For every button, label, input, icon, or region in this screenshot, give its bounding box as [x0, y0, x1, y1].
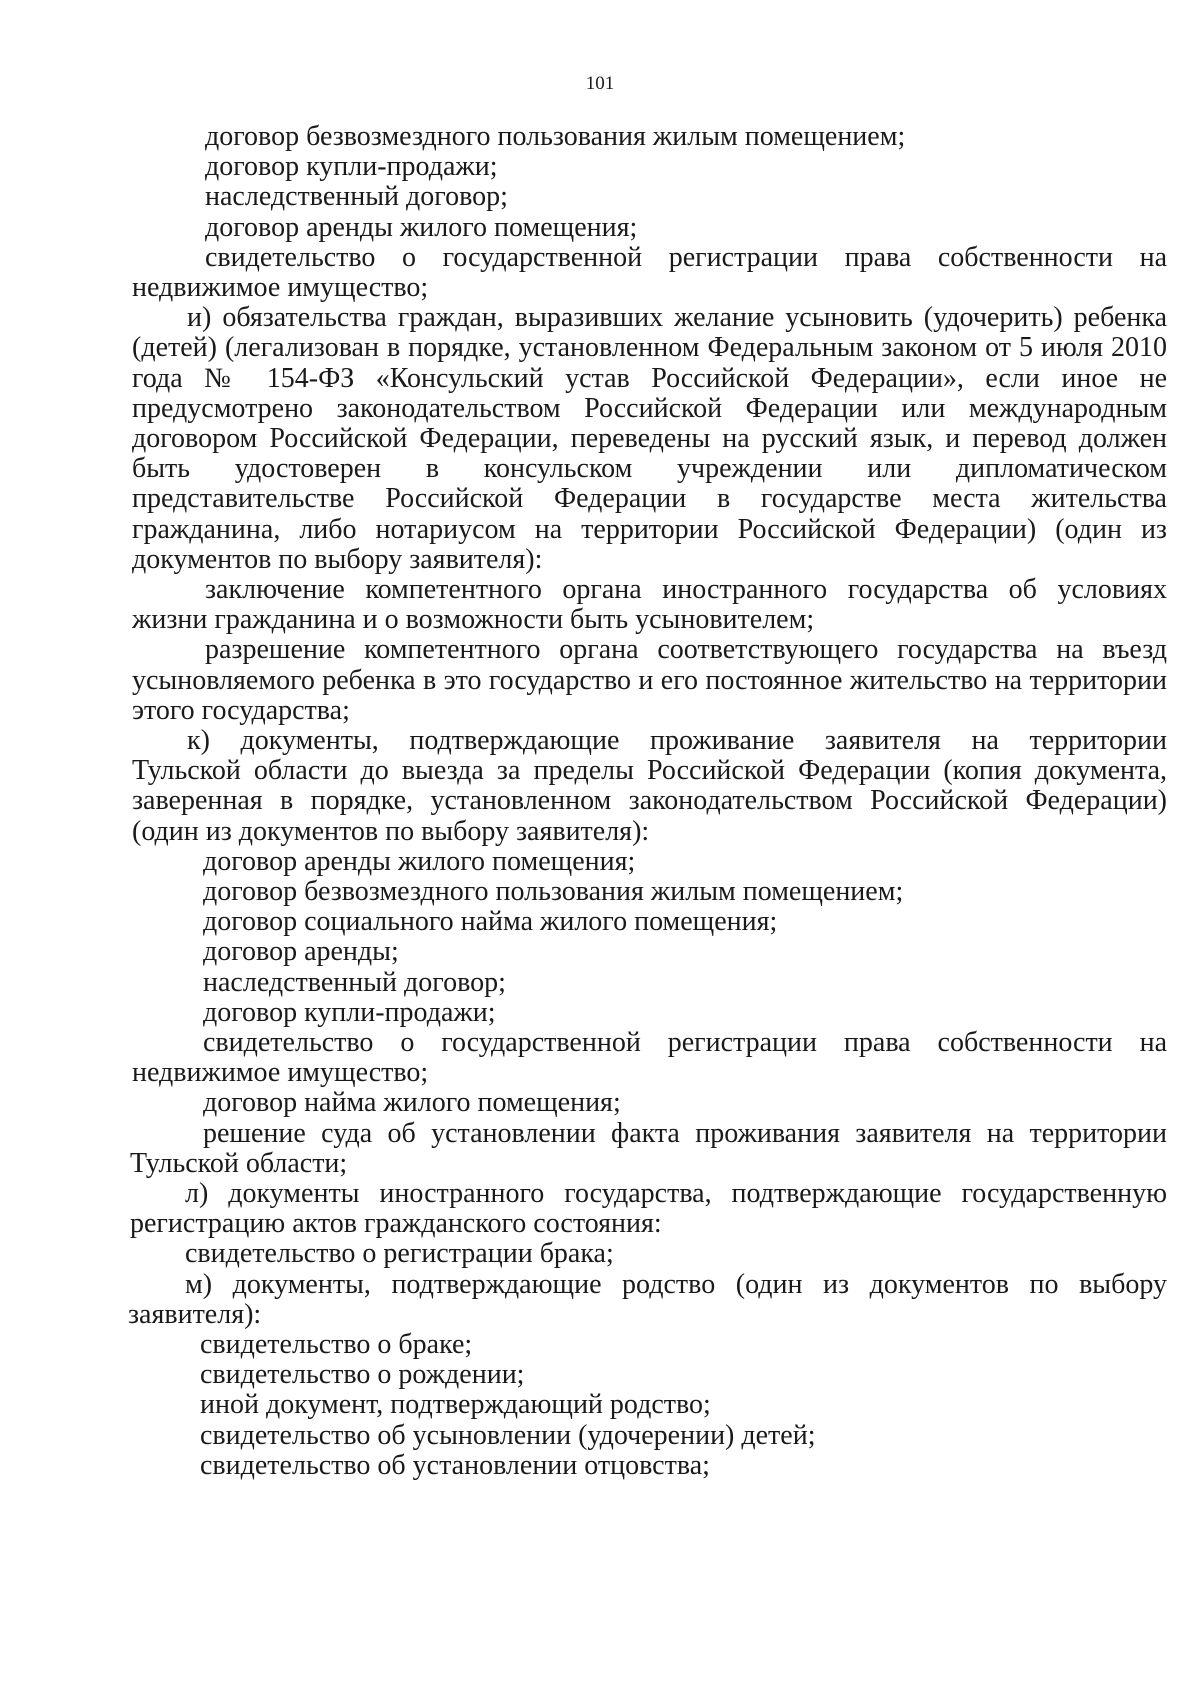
text-line: иной документ, подтверждающий родство;	[200, 1389, 711, 1420]
text-line: предусмотрено законодательством Российской Федерации или международным	[132, 393, 1167, 424]
text-line: недвижимое имущество;	[132, 272, 429, 303]
text-line: к) документы, подтверждающие проживание заявителя на территории	[187, 725, 1167, 756]
text-line: представительстве Российской Федерации в государстве места жительства	[132, 483, 1167, 514]
text-line: этого государства;	[132, 695, 350, 726]
text-line: недвижимое имущество;	[132, 1057, 429, 1088]
text-line: Тульской области;	[130, 1148, 348, 1179]
text-line: (один из документов по выбору заявителя):	[132, 816, 650, 847]
text-line: гражданина, либо нотариусом на территории Российской Федерации) (один из	[132, 514, 1167, 545]
text-line: л) документы иностранного государства, подтверждающие государственную	[185, 1178, 1167, 1209]
text-line: наследственный договор;	[203, 967, 506, 998]
text-line: разрешение компетентного органа соответствующего государства на въезд	[205, 634, 1167, 665]
text-line: договор купли-продажи;	[205, 151, 498, 182]
text-line: свидетельство о браке;	[200, 1329, 473, 1360]
text-line: м) документы, подтверждающие родство (один из документов по выбору	[185, 1269, 1167, 1300]
text-line: заверенная в порядке, установленном законодательством Российской Федерации)	[132, 785, 1167, 816]
text-line: договор купли-продажи;	[203, 997, 496, 1028]
text-line: свидетельство о государственной регистрации права собственности на	[203, 1027, 1167, 1058]
text-line: документов по выбору заявителя):	[132, 544, 543, 575]
text-line: договор безвозмездного пользования жилым помещением;	[203, 876, 904, 907]
text-line: договор безвозмездного пользования жилым помещением;	[205, 121, 905, 152]
text-line: заключение компетентного органа иностранного государства об условиях	[205, 574, 1167, 605]
text-line: договором Российской Федерации, переведены на русский язык, и перевод должен	[132, 423, 1167, 454]
text-line: и) обязательства граждан, выразивших желание усыновить (удочерить) ребенка	[187, 302, 1167, 333]
text-line: свидетельство о государственной регистрации права собственности на	[205, 242, 1167, 273]
text-line: года № 154-ФЗ «Консульский устав Российской Федерации», если иное не	[132, 363, 1167, 394]
text-line: регистрацию актов гражданского состояния:	[130, 1208, 662, 1239]
text-line: заявителя):	[128, 1299, 262, 1330]
text-line: жизни гражданина и о возможности быть усыновителем;	[132, 604, 815, 635]
text-line: договор аренды;	[203, 936, 399, 967]
text-line: договор аренды жилого помещения;	[205, 212, 638, 243]
text-line: договор социального найма жилого помещения;	[203, 906, 778, 937]
text-line: свидетельство об установлении отцовства;	[200, 1450, 710, 1481]
text-line: (детей) (легализован в порядке, установленном Федеральным законом от 5 июля 2010	[132, 332, 1167, 363]
text-line: решение суда об установлении факта проживания заявителя на территории	[203, 1118, 1167, 1149]
text-line: Тульской области до выезда за пределы Российской Федерации (копия документа,	[132, 755, 1167, 786]
text-line: свидетельство о регистрации брака;	[185, 1238, 614, 1269]
text-line: свидетельство о рождении;	[200, 1359, 525, 1390]
page-number: 101	[585, 73, 615, 94]
text-line: договор аренды жилого помещения;	[203, 846, 636, 877]
text-line: усыновляемого ребенка в это государство и его постоянное жительство на территории	[132, 665, 1167, 696]
text-line: договор найма жилого помещения;	[203, 1087, 621, 1118]
text-line: свидетельство об усыновлении (удочерении) детей;	[200, 1420, 816, 1451]
text-line: быть удостоверен в консульском учреждении или дипломатическом	[132, 453, 1167, 484]
text-line: наследственный договор;	[205, 181, 508, 212]
